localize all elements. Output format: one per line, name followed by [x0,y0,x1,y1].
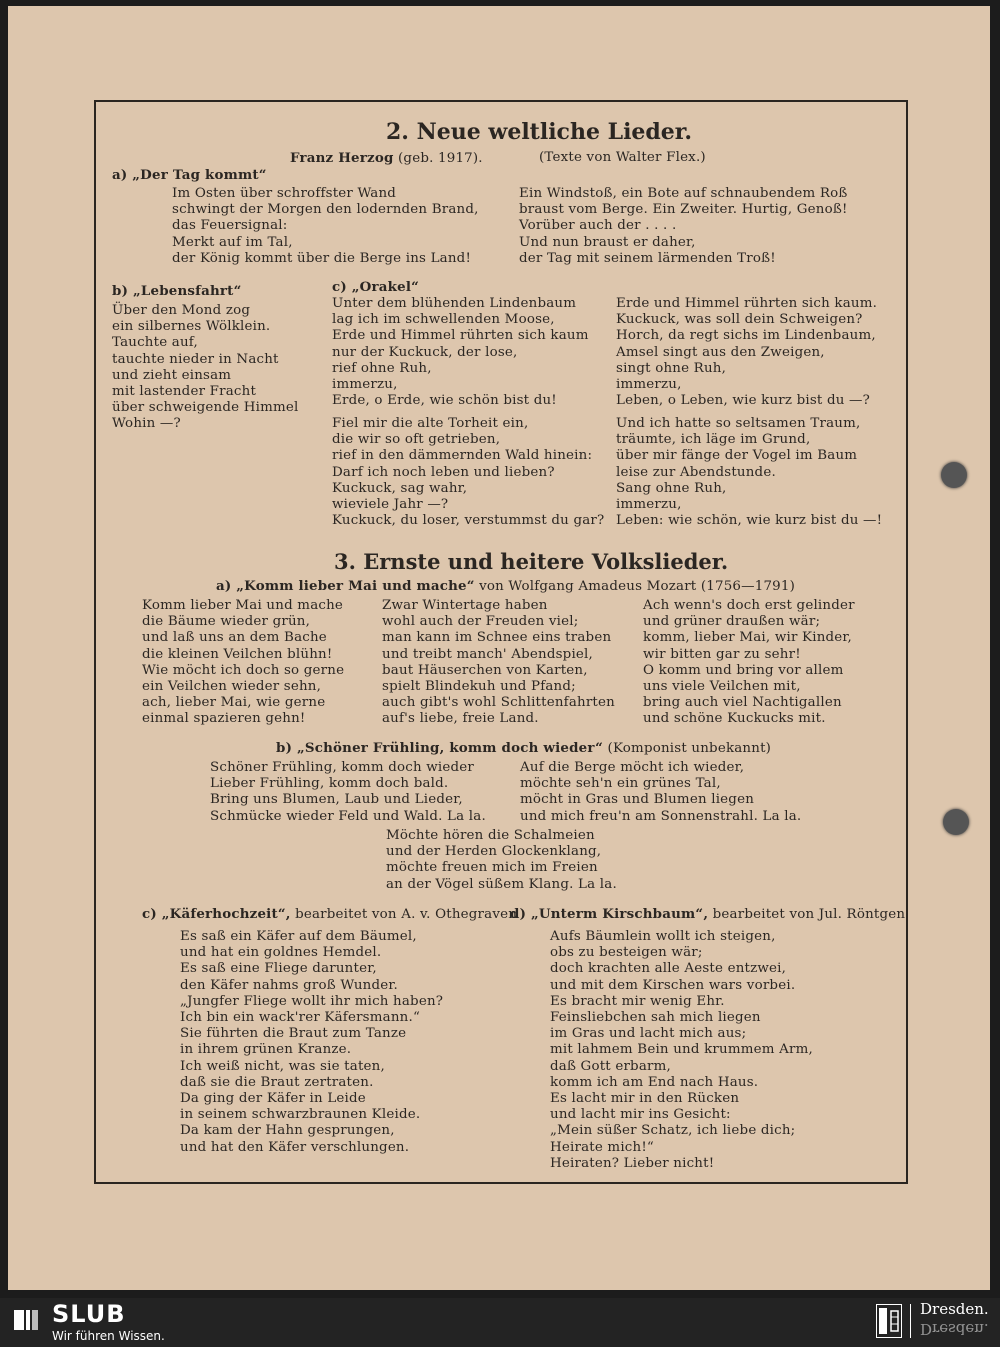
footer-bar [0,1298,1000,1347]
song-2a-right: Ein Windstoß, ein Bote auf schnaubendem Roß braust vom Berge. Ein Zweiter. Hurtig, Genoß! Vorüber auch der . . . . Und nun braust er daher, der Tag mit seinem lärmenden Troß! [519,186,848,266]
slub-logo-text: SLUB [52,1300,126,1328]
song-3d-credit: bearbeitet von Jul. Röntgen [712,907,906,922]
song-3a-title: a) „Komm lieber Mai und mache“ [216,578,475,594]
song-2c-col1-stanza1: Unter dem blühenden Lindenbaum lag ich im schwellenden Moose, Erde und Himmel rührten sich kaum nur der Kuckuck, der lose, rief ohne Ruh, immerzu, Erde, o Erde, wie schön bist du! [332,296,589,409]
section2-title: 2. Neue weltliche Lieder. [386,119,693,145]
dresden-wordmark-reflection: Dresden. [920,1320,989,1338]
section2-composer [290,150,483,167]
dresden-wordmark: Dresden. [920,1300,989,1318]
song-2b-title: b) „Lebensfahrt“ [112,283,242,299]
song-2c-title: c) „Orakel“ [332,279,420,295]
section3-title: 3. Ernste und heitere Volkslieder. [334,549,729,574]
song-3b-title: b) „Schöner Frühling, komm doch wieder“ [276,740,604,756]
song-3a-col2: Zwar Wintertage haben wohl auch der Freuden viel; man kann im Schnee eins traben und treibt manch' Abendspiel, baut Häuserchen von Karten, spielt Blindekuh und Pfand; auch gibt's wohl Schlittenfahrten auf's liebe, freie Land. [382,598,615,727]
song-3b-heading [276,740,771,757]
song-2b-text: Über den Mond zog ein silbernes Wölklein. Tauchte auf, tauchte nieder in Nacht und zieht einsam mit lastender Fracht über schweigende Himmel Wohin —? [112,303,299,432]
song-3a-col1: Komm lieber Mai und mache die Bäume wieder grün, und laß uns an dem Bache die kleinen Veilchen blühn! Wie möcht ich doch so gerne ein Veilchen wieder sehn, ach, lieber Mai, wie gerne einmal spazieren gehn! [142,598,345,727]
dresden-coat-of-arms-icon [876,1304,902,1338]
section2-texts-by: (Texte von Walter Flex.) [539,150,706,165]
song-2c-col2-stanza2: Und ich hatte so seltsamen Traum, träumte, ich läge im Grund, über mir fänge der Vogel im Baum leise zur Abendstunde. Sang ohne Ruh, immerzu, Leben: wie schön, wie kurz bist du —! [616,416,883,529]
song-3c-heading [142,906,517,923]
punch-hole [943,809,969,835]
composer-dates: (geb. 1917). [398,151,483,166]
song-3c-title: c) „Käferhochzeit“, [142,906,291,922]
song-3a-col3: Ach wenn's doch erst gelinder und grüner draußen wär; komm, lieber Mai, wir Kinder, wir bitten gar zu sehr! O komm und bring vor allem uns viele Veilchen mit, bring auch viel Nachtigallen und schöne Kuckucks mit. [643,598,855,727]
song-3b-center: Möchte hören die Schalmeien und der Herden Glockenklang, möchte freuen mich im Freien an der Vögel süßem Klang. La la. [386,828,617,892]
song-3d-title: d) „Unterm Kirschbaum“, [510,906,709,922]
slub-book-icon [12,1306,40,1334]
composer-name: Franz Herzog [290,150,394,166]
song-3d-heading [510,906,905,923]
song-2c-col2-stanza1: Erde und Himmel rührten sich kaum. Kuckuck, was soll dein Schweigen? Horch, da regt sichs im Lindenbaum, Amsel singt aus den Zweigen, singt ohne Ruh, immerzu, Leben, o Leben, wie kurz bist du —? [616,296,878,409]
song-3d-text: Aufs Bäumlein wollt ich steigen, obs zu besteigen wär; doch krachten alle Aeste entzwei, und mit dem Kirschen wars vorbei. Es bracht mir wenig Ehr. Feinsliebchen sah mich liegen im Gras und lacht mich aus; mit lahmem Bein und krummem Arm, daß Gott erbarm, komm ich am End nach Haus. Es lacht mir in den Rücken und lacht mir ins Gesicht: „Mein süßer Schatz, ich liebe dich; Heirate mich!“ Heiraten? Lieber nicht! [550,929,813,1171]
song-2c-col1-stanza2: Fiel mir die alte Torheit ein, die wir so oft getrieben, rief in den dämmernden Wald hinein: Darf ich noch leben und lieben? Kuckuck, sag wahr, wieviele Jahr —? Kuckuck, du loser, verstummst du gar? [332,416,605,529]
song-3b-left: Schöner Frühling, komm doch wieder Lieber Frühling, komm doch bald. Bring uns Blumen, Laub und Lieder, Schmücke wieder Feld und Wald. La la. [210,760,486,824]
song-3c-text: Es saß ein Käfer auf dem Bäumel, und hat ein goldnes Hemdel. Es saß eine Fliege darunter, den Käfer nahms groß Wunder. „Jungfer Fliege wollt ihr mich haben? Ich bin ein wack'rer Käfersmann.“ Sie führten die Braut zum Tanze in ihrem grünen Kranze. Ich weiß nicht, was sie taten, daß sie die Braut zertraten. Da ging der Käfer in Leide in seinem schwarzbraunen Kleide. Da kam der Hahn gesprungen, und hat den Käfer verschlungen. [180,929,444,1155]
song-3c-credit: bearbeitet von A. v. Othegraven [295,907,518,922]
song-3b-right: Auf die Berge möcht ich wieder, möchte seh'n ein grünes Tal, möcht in Gras und Blumen liegen und mich freu'n am Sonnenstrahl. La la. [520,760,802,824]
song-2a-title: a) „Der Tag kommt“ [112,167,267,183]
slub-tagline: Wir führen Wissen. [52,1329,165,1343]
song-3b-credit: (Komponist unbekannt) [607,741,772,756]
song-3a-heading [216,578,795,595]
punch-hole [941,462,967,488]
footer-divider [910,1304,911,1338]
song-3a-credit: von Wolfgang Amadeus Mozart (1756—1791) [479,579,796,594]
song-2a-left: Im Osten über schroffster Wand schwingt der Morgen den lodernden Brand, das Feuersignal: Merkt auf im Tal, der König kommt über die Berge ins Land! [172,186,479,266]
